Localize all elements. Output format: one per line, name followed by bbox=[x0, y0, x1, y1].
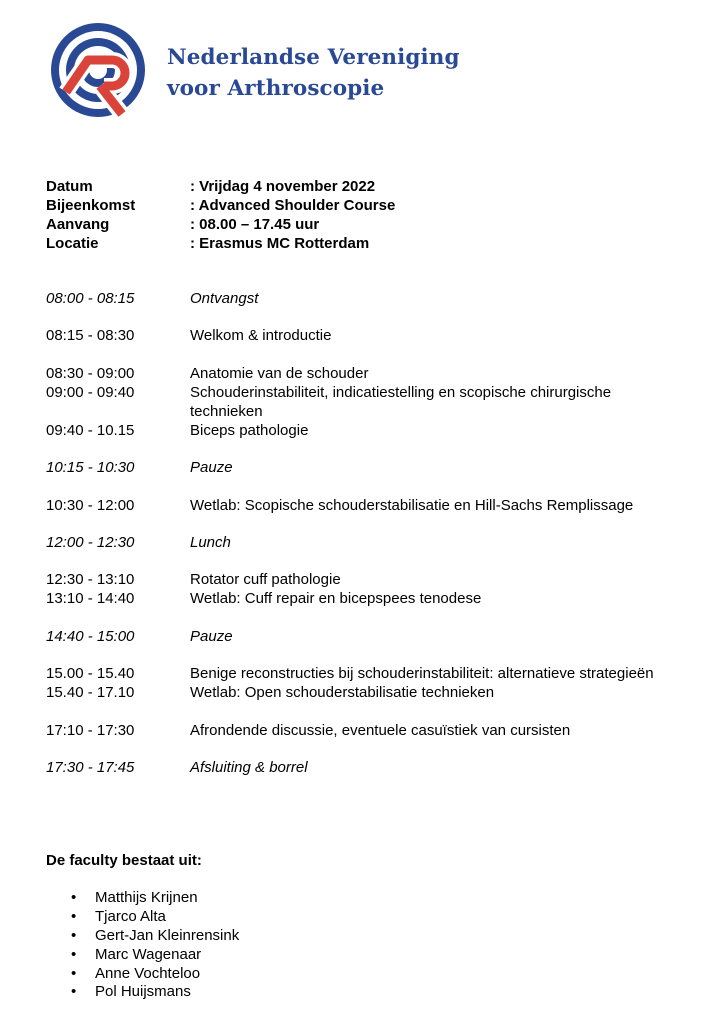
schedule-time: 08:00 - 08:15 bbox=[46, 290, 135, 307]
info-value: : Vrijdag 4 november 2022 bbox=[190, 178, 376, 195]
bullet: • bbox=[71, 889, 77, 906]
schedule-row bbox=[46, 458, 676, 477]
schedule-time: 17:30 - 17:45 bbox=[46, 758, 135, 776]
schedule-row bbox=[46, 683, 676, 702]
schedule-time: 09:00 - 09:40 bbox=[46, 383, 135, 401]
info-value: : Advanced Shoulder Course bbox=[190, 197, 396, 214]
schedule-activity: Afsluiting & borrel bbox=[190, 758, 308, 776]
faculty-member: Gert-Jan Kleinrensink bbox=[95, 926, 240, 944]
schedule-time: 15.00 - 15.40 bbox=[46, 665, 135, 683]
schedule-activity: Wetlab: Cuff repair en bicepspees tenodese bbox=[190, 590, 482, 608]
schedule-activity: Afrondende discussie, eventuele casuïstiek van cursisten bbox=[190, 721, 571, 739]
info-label: Bijeenkomst bbox=[46, 197, 136, 214]
schedule-activity: Ontvangst bbox=[190, 290, 259, 307]
schedule-time: 14:40 - 15:00 bbox=[46, 627, 135, 645]
schedule-activity: Pauze bbox=[190, 459, 233, 477]
faculty-member: Matthijs Krijnen bbox=[95, 889, 198, 906]
schedule-row bbox=[46, 721, 676, 740]
bullet: • bbox=[71, 926, 77, 944]
faculty-member: Tjarco Alta bbox=[95, 907, 166, 925]
faculty-title: De faculty bestaat uit: bbox=[46, 852, 202, 869]
schedule-time: 12:30 - 13:10 bbox=[46, 571, 135, 589]
schedule-row bbox=[46, 758, 676, 777]
faculty-member: Anne Vochteloo bbox=[95, 964, 201, 982]
info-label: Aanvang bbox=[46, 216, 110, 233]
schedule-time: 13:10 - 14:40 bbox=[46, 590, 135, 608]
nva-logo bbox=[48, 20, 148, 120]
faculty-member: Marc Wagenaar bbox=[95, 945, 202, 963]
schedule-time: 12:00 - 12:30 bbox=[46, 533, 135, 551]
info-value: : Erasmus MC Rotterdam bbox=[190, 235, 370, 252]
schedule-row bbox=[46, 364, 676, 383]
schedule-time: 17:10 - 17:30 bbox=[46, 721, 135, 739]
schedule-row bbox=[46, 627, 676, 646]
schedule-row bbox=[46, 383, 676, 421]
schedule-row bbox=[46, 421, 676, 440]
schedule-activity: Pauze bbox=[190, 627, 233, 645]
schedule-time: 10:30 - 12:00 bbox=[46, 496, 135, 514]
schedule-activity: Biceps pathologie bbox=[190, 421, 309, 439]
schedule-time: 09:40 - 10.15 bbox=[46, 421, 135, 439]
schedule-time: 08:30 - 09:00 bbox=[46, 364, 135, 382]
schedule-row bbox=[46, 533, 676, 552]
schedule-activity: Lunch bbox=[190, 533, 231, 551]
schedule bbox=[46, 289, 676, 777]
schedule-row bbox=[46, 289, 676, 308]
schedule-row bbox=[46, 326, 676, 345]
schedule-activity: Rotator cuff pathologie bbox=[190, 571, 341, 589]
bullet: • bbox=[71, 964, 77, 982]
bullet: • bbox=[71, 945, 77, 963]
info-label: Locatie bbox=[46, 235, 99, 252]
bullet: • bbox=[71, 983, 77, 1001]
schedule-activity: Welkom & introductie bbox=[190, 327, 332, 345]
schedule-activity: Wetlab: Open schouderstabilisatie technieken bbox=[190, 684, 495, 702]
organization-name bbox=[167, 42, 460, 104]
schedule-activity: Schouderinstabiliteit, indicatiestelling en scopische chirurgische technieken bbox=[190, 383, 612, 420]
schedule-time: 10:15 - 10:30 bbox=[46, 459, 135, 477]
bullet: • bbox=[71, 907, 77, 925]
schedule-row bbox=[46, 664, 676, 683]
schedule-time: 15.40 - 17.10 bbox=[46, 684, 135, 702]
schedule-activity: Benige reconstructies bij schouderinstabiliteit: alternatieve strategieën bbox=[190, 665, 654, 683]
schedule-row bbox=[46, 589, 676, 608]
organization-name-line2: voor Arthroscopie bbox=[167, 76, 385, 101]
schedule-row bbox=[46, 570, 676, 589]
info-label: Datum bbox=[46, 178, 93, 195]
schedule-time: 08:15 - 08:30 bbox=[46, 327, 135, 345]
schedule-row bbox=[46, 496, 676, 515]
organization-name-line1: Nederlandse Vereniging bbox=[167, 45, 460, 70]
schedule-activity: Wetlab: Scopische schouderstabilisatie en Hill-Sachs Remplissage bbox=[190, 496, 634, 514]
info-value: : 08.00 – 17.45 uur bbox=[190, 216, 320, 233]
schedule-activity: Anatomie van de schouder bbox=[190, 364, 369, 382]
faculty-member: Pol Huijsmans bbox=[95, 983, 191, 1001]
